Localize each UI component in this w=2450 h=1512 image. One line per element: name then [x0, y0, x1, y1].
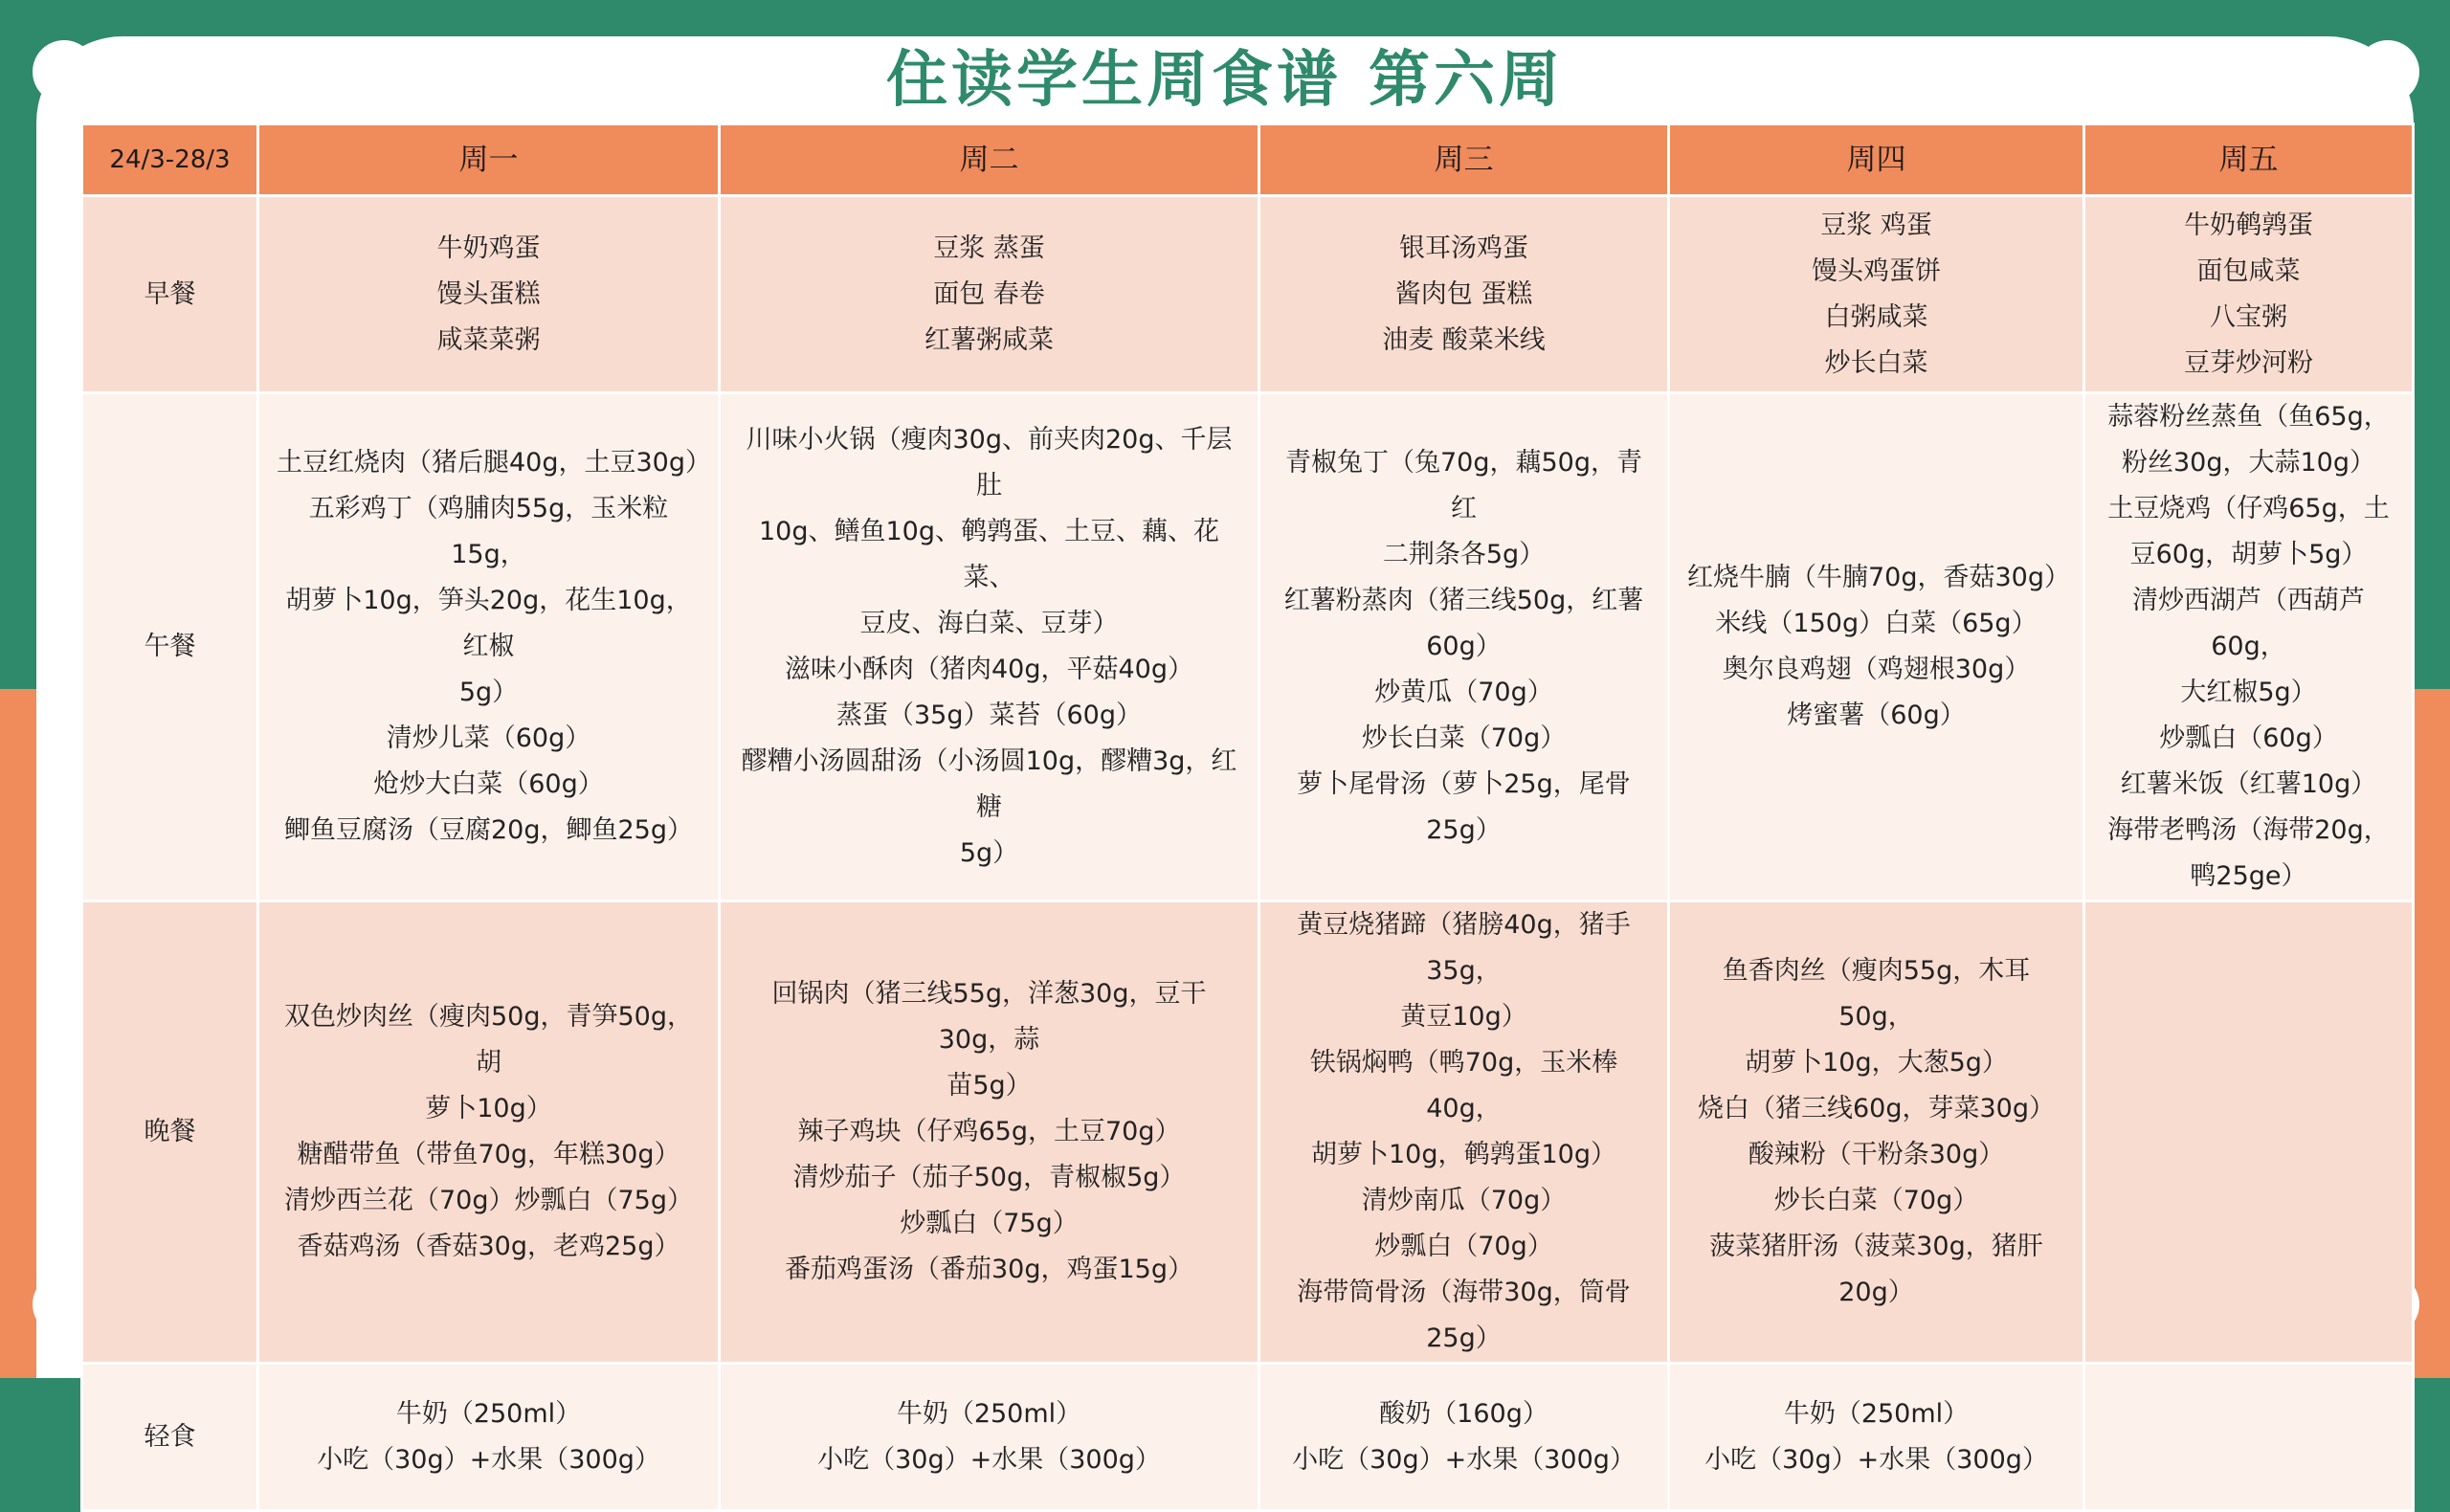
menu-line: 回锅肉（猪三线55g，洋葱30g，豆干30g，蒜: [771, 979, 1207, 1055]
menu-line: 烧白（猪三线60g，芽菜30g）: [1698, 1094, 2055, 1123]
menu-line: 10g、鳝鱼10g、鹌鹑蛋、土豆、藕、花菜、: [759, 517, 1219, 592]
dinner-wed-cell: [1259, 901, 1669, 1364]
breakfast-label: 早餐: [82, 196, 258, 393]
menu-line: 炒瓢白（60g）: [2159, 723, 2338, 753]
menu-line: 清炒茄子（茄子50g，青椒椒5g）: [792, 1163, 1186, 1192]
menu-line: 醪糟小汤圆甜汤（小汤圆10g，醪糟3g，红糖: [741, 746, 1237, 822]
title-main: 住读学生周食谱: [886, 45, 1342, 116]
snack-tue-cell: [720, 1364, 1259, 1511]
breakfast-mon-cell: [258, 196, 720, 393]
snack-thu-cell: [1669, 1364, 2084, 1511]
menu-line: 糖醋带鱼（带鱼70g，年糕30g）: [297, 1140, 680, 1169]
lunch-thu-cell: [1669, 393, 2084, 901]
weekly-menu-table: [80, 122, 2415, 1512]
date-range: 24/3-28/3: [82, 124, 258, 196]
menu-line: 炒长白菜: [1824, 347, 1928, 378]
menu-line: 清炒儿菜（60g）: [386, 723, 591, 753]
menu-line: 烤蜜薯（60g）: [1787, 700, 1966, 730]
day-header-tue: 周二: [720, 124, 1259, 196]
dinner-mon-cell: [258, 901, 720, 1364]
lunch-mon-cell: [258, 393, 720, 901]
dinner-tue-cell: [720, 901, 1259, 1364]
menu-line: 豆芽炒河粉: [2184, 347, 2313, 378]
menu-line: 红烧牛腩（牛腩70g，香菇30g）: [1687, 563, 2070, 592]
menu-line: 豆浆 蒸蛋: [933, 233, 1045, 263]
menu-line: 菠菜猪肝汤（菠菜30g，猪肝20g）: [1709, 1232, 2043, 1307]
menu-line: 番茄鸡蛋汤（番茄30g，鸡蛋15g）: [785, 1255, 1193, 1284]
menu-line: 小吃（30g）+水果（300g）: [317, 1444, 660, 1475]
menu-line: 辣子鸡块（仔鸡65g，土豆70g）: [797, 1117, 1181, 1146]
menu-line: 炒瓢白（70g）: [1374, 1232, 1553, 1261]
snack-mon-cell: [258, 1364, 720, 1511]
menu-line: 炒长白菜（70g）: [1773, 1186, 1979, 1215]
menu-line: 酸奶（160g）: [1379, 1398, 1548, 1429]
menu-line: 蒸蛋（35g）菜苔（60g）: [836, 700, 1142, 730]
breakfast-thu-cell: [1669, 196, 2084, 393]
menu-line: 清炒南瓜（70g）: [1361, 1186, 1567, 1215]
day-header-mon: 周一: [258, 124, 720, 196]
lunch-wed-cell: [1259, 393, 1669, 901]
menu-line: 胡萝卜10g，鹌鹑蛋10g）: [1311, 1140, 1616, 1169]
menu-line: 白粥咸菜: [1824, 301, 1928, 332]
menu-line: 油麦 酸菜米线: [1382, 324, 1546, 355]
menu-line: 黄豆烧猪蹄（猪膀40g，猪手35g，: [1297, 910, 1631, 986]
menu-line: 豆60g，胡萝卜5g）: [2129, 540, 2368, 569]
menu-line: 大红椒5g）: [2180, 678, 2317, 707]
menu-line: 牛奶（250ml）: [395, 1398, 582, 1429]
header-row: [82, 124, 2414, 196]
menu-line: 咸菜菜粥: [436, 324, 541, 355]
menu-line: 炒长白菜（70g）: [1361, 723, 1567, 753]
menu-line: 红薯粥咸菜: [924, 324, 1054, 355]
menu-line: 小吃（30g）+水果（300g）: [1704, 1444, 2048, 1475]
menu-line: 酸辣粉（干粉条30g）: [1748, 1140, 2005, 1169]
dinner-label: 晚餐: [82, 901, 258, 1364]
snack-label: 轻食: [82, 1364, 258, 1511]
menu-line: 萝卜尾骨汤（萝卜25g，尾骨25g）: [1297, 769, 1631, 845]
day-header-thu: 周四: [1669, 124, 2084, 196]
menu-line: 5g）: [458, 678, 519, 707]
menu-line: 牛奶（250ml）: [896, 1398, 1082, 1429]
menu-line: 鱼香肉丝（瘦肉55g，木耳50g，: [1722, 956, 2031, 1032]
menu-line: 土豆红烧肉（猪后腿40g，土豆30g）: [277, 448, 711, 478]
menu-line: 酱肉包 蛋糕: [1394, 278, 1533, 309]
snack-wed-cell: [1259, 1364, 1669, 1511]
menu-line: 川味小火锅（瘦肉30g、前夹肉20g、千层肚: [746, 425, 1233, 500]
menu-line: 面包 春卷: [933, 278, 1045, 309]
menu-line: 滋味小酥肉（猪肉40g，平菇40g）: [785, 655, 1193, 684]
menu-line: 黄豆10g）: [1400, 1002, 1527, 1032]
lunch-label: 午餐: [82, 393, 258, 901]
menu-line: 60g）: [1426, 632, 1502, 661]
menu-line: 馒头蛋糕: [436, 278, 541, 309]
menu-line: 牛奶（250ml）: [1783, 1398, 1970, 1429]
menu-line: 土豆烧鸡（仔鸡65g，土: [2107, 494, 2390, 523]
breakfast-wed-cell: [1259, 196, 1669, 393]
menu-line: 馒头鸡蛋饼: [1812, 256, 1941, 286]
menu-line: 海带筒骨汤（海带30g，筒骨25g）: [1297, 1278, 1631, 1353]
menu-line: 小吃（30g）+水果（300g）: [817, 1444, 1161, 1475]
menu-line: 5g）: [959, 838, 1019, 868]
day-header-fri: 周五: [2084, 124, 2414, 196]
menu-line: 香菇鸡汤（香菇30g，老鸡25g）: [297, 1232, 680, 1261]
menu-line: 清炒西湖芦（西葫芦60g，: [2132, 586, 2365, 661]
menu-line: 萝卜10g）: [425, 1094, 552, 1123]
menu-line: 青椒兔丁（兔70g，藕50g，青红: [1285, 448, 1642, 523]
menu-line: 牛奶鹌鹑蛋: [2184, 210, 2313, 240]
menu-line: 红薯粉蒸肉（猪三线50g，红薯: [1283, 586, 1644, 615]
menu-line: 银耳汤鸡蛋: [1399, 233, 1528, 263]
page-title: [0, 42, 2450, 119]
menu-line: 红薯米饭（红薯10g）: [2120, 769, 2377, 799]
breakfast-tue-cell: [720, 196, 1259, 393]
menu-line: 米线（150g）白菜（65g）: [1715, 609, 2038, 638]
menu-line: 铁锅焖鸭（鸭70g，玉米棒40g，: [1309, 1048, 1618, 1123]
breakfast-row: [82, 196, 2414, 393]
menu-line: 二荆条各5g）: [1382, 540, 1546, 569]
menu-line: 奥尔良鸡翅（鸡翅根30g）: [1722, 655, 2031, 684]
menu-line: 粉丝30g，大蒜10g）: [2122, 448, 2375, 478]
dinner-row: [82, 901, 2414, 1364]
menu-line: 牛奶鸡蛋: [436, 233, 541, 263]
menu-line: 清炒西兰花（70g）炒瓢白（75g）: [284, 1186, 693, 1215]
title-week: 第六周: [1369, 45, 1564, 116]
menu-line: 炝炒大白菜（60g）: [373, 769, 604, 799]
dinner-fri-cell: [2084, 901, 2414, 1364]
menu-line: 豆皮、海白菜、豆芽）: [859, 609, 1119, 638]
snack-fri-cell: [2084, 1364, 2414, 1511]
menu-line: 鲫鱼豆腐汤（豆腐20g，鲫鱼25g）: [284, 815, 693, 845]
snack-row: [82, 1364, 2414, 1511]
menu-line: 豆浆 鸡蛋: [1820, 210, 1932, 240]
breakfast-fri-cell: [2084, 196, 2414, 393]
menu-line: 八宝粥: [2210, 301, 2287, 332]
menu-line: 胡萝卜10g，笋头20g，花生10g，红椒: [285, 586, 692, 661]
menu-line: 胡萝卜10g，大葱5g）: [1745, 1048, 2008, 1078]
menu-line: 小吃（30g）+水果（300g）: [1292, 1444, 1636, 1475]
lunch-tue-cell: [720, 393, 1259, 901]
dinner-thu-cell: [1669, 901, 2084, 1364]
menu-line: 海带老鸭汤（海带20g，: [2107, 815, 2390, 845]
menu-line: 五彩鸡丁（鸡脯肉55g，玉米粒15g，: [308, 494, 669, 569]
menu-line: 鸭25ge）: [2190, 861, 2307, 891]
menu-line: 面包咸菜: [2196, 256, 2301, 286]
menu-line: 双色炒肉丝（瘦肉50g，青笋50g，胡: [284, 1002, 693, 1078]
menu-line: 蒜蓉粉丝蒸鱼（鱼65g，: [2107, 402, 2390, 432]
day-header-wed: 周三: [1259, 124, 1669, 196]
menu-line: 炒黄瓜（70g）: [1374, 678, 1553, 707]
lunch-row: [82, 393, 2414, 901]
menu-line: 苗5g）: [947, 1071, 1032, 1101]
menu-line: 炒瓢白（75g）: [900, 1209, 1079, 1238]
lunch-fri-cell: [2084, 393, 2414, 901]
